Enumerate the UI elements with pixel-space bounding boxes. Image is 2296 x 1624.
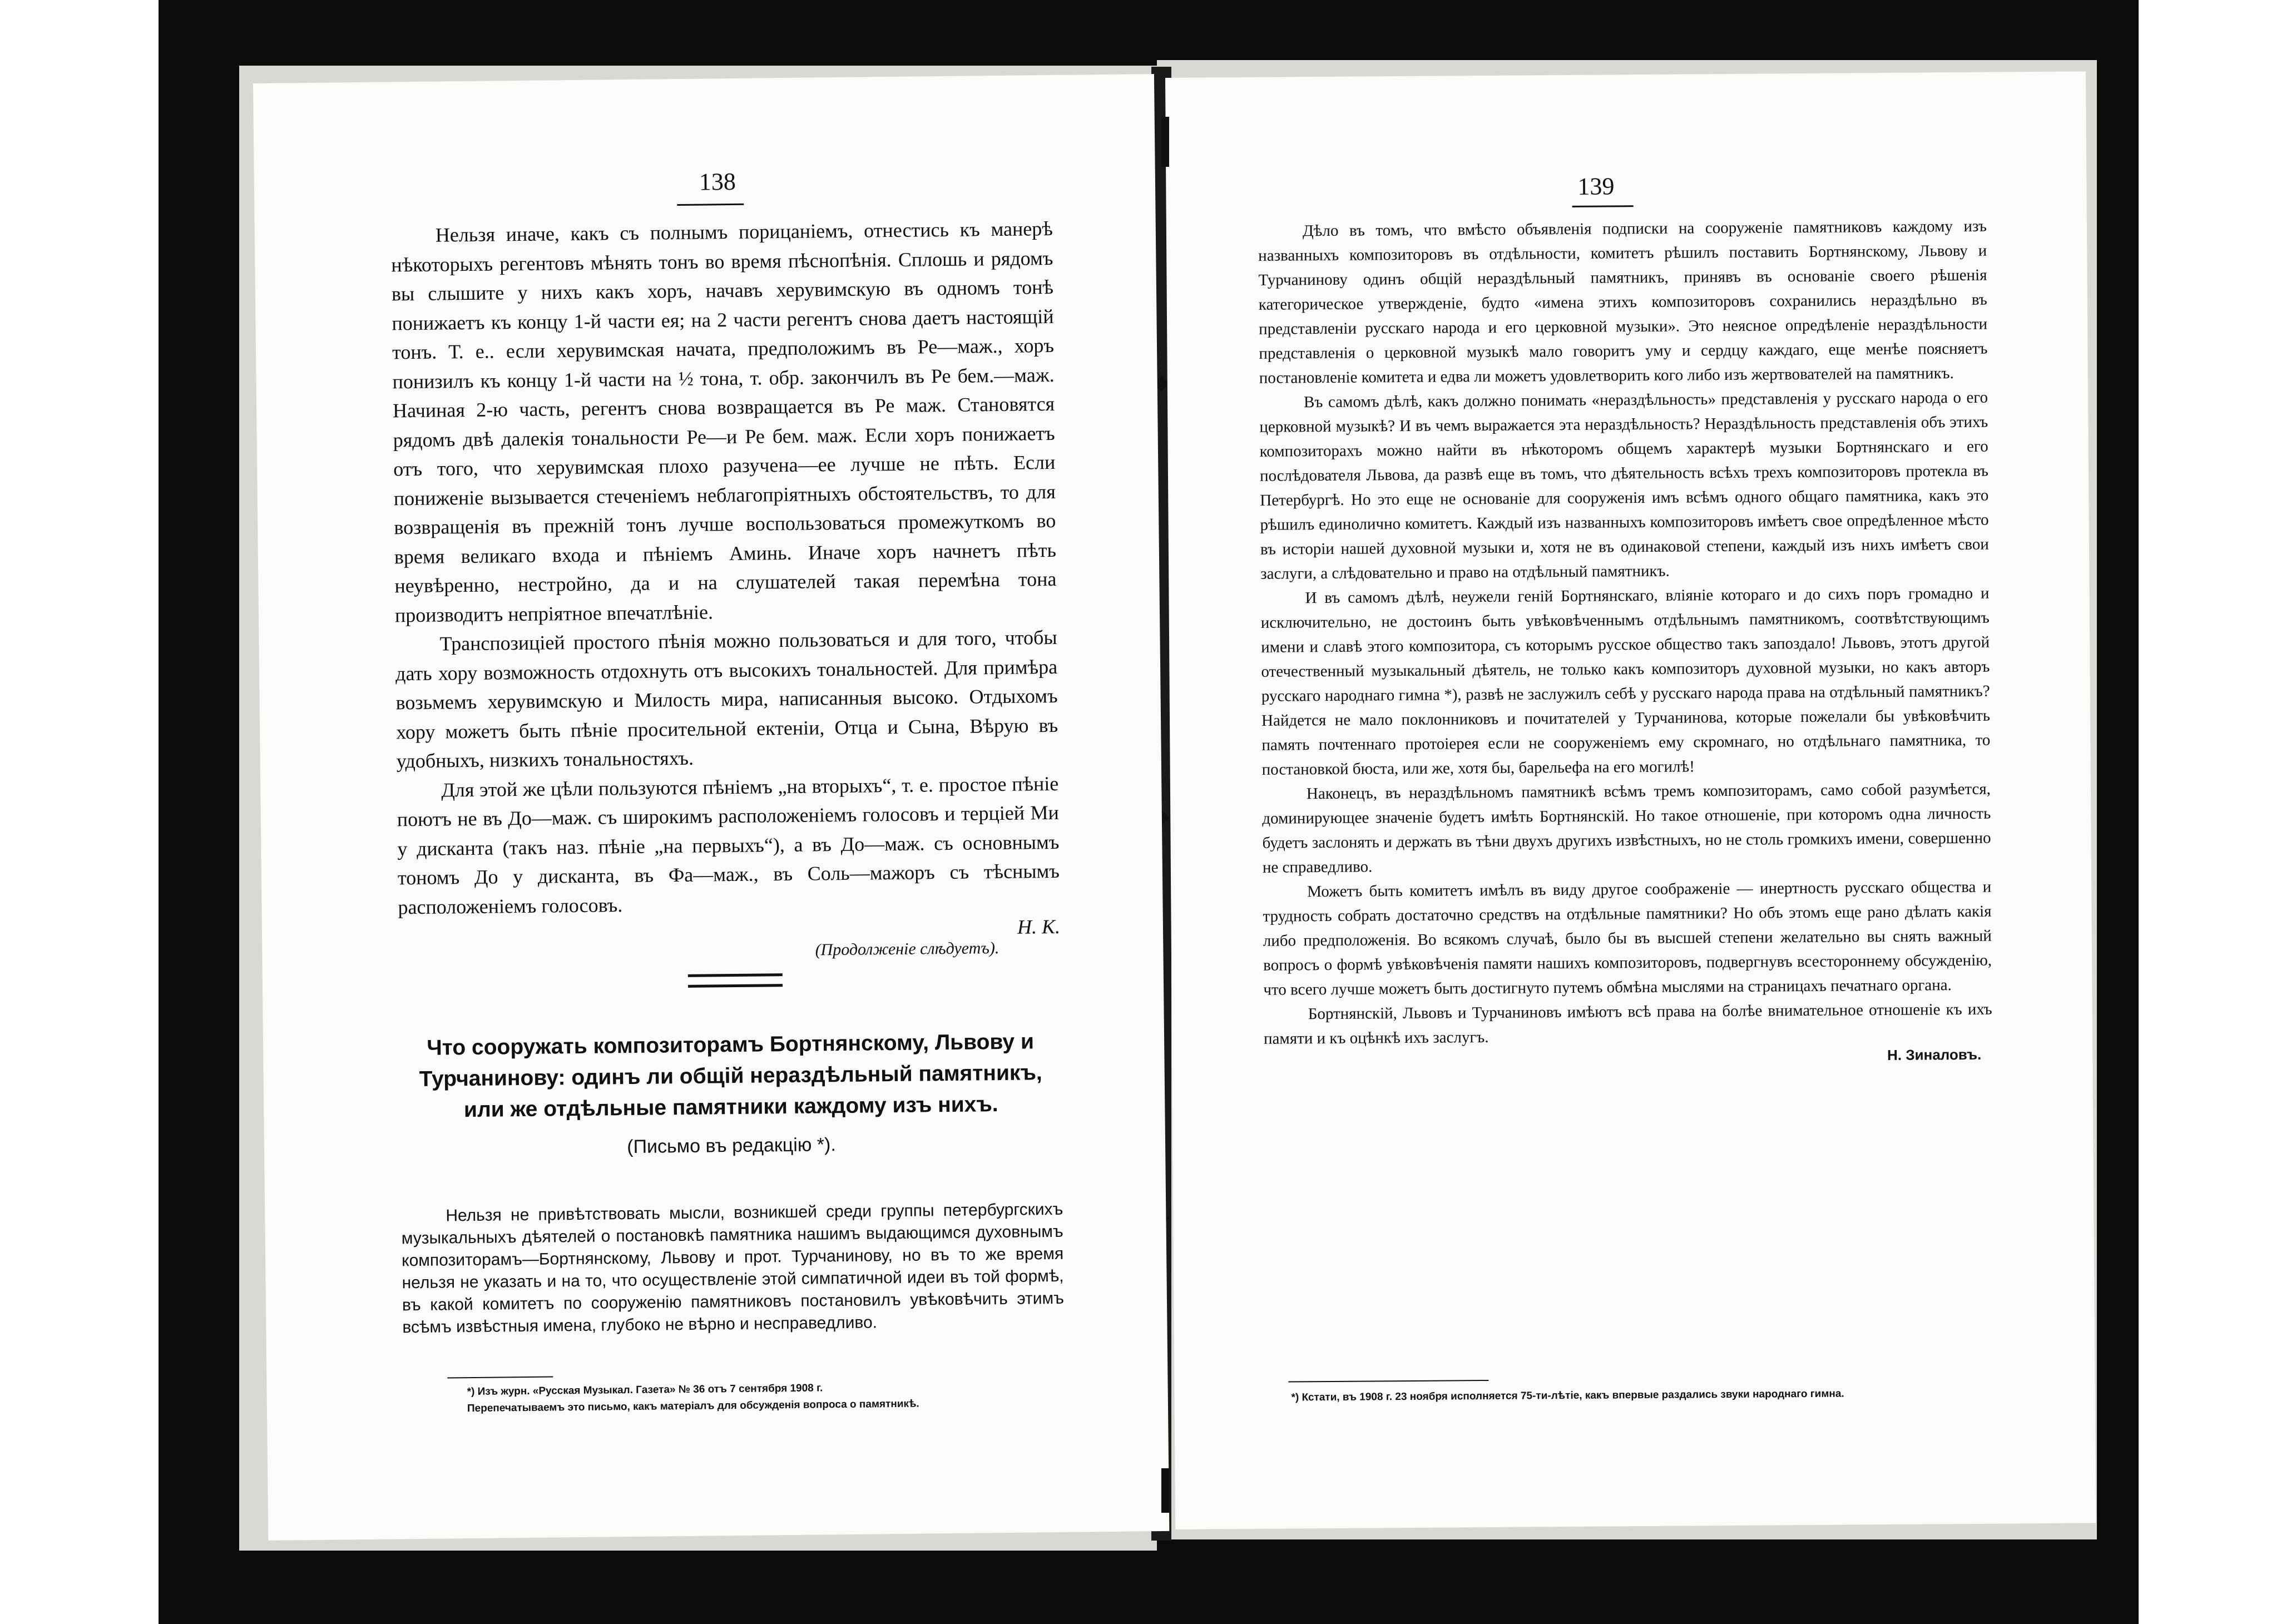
paragraph: Бортнянскій, Львовъ и Турчаниновъ имѣютъ всѣ права на болѣе внимательное отношеніе къ ихъ памяти и къ оцѣнкѣ ихъ заслугъ. xyxy=(1263,1000,1992,1048)
paragraph: Для этой же цѣли пользуются пѣніемъ „на вторыхъ“, т. е. простое пѣніе поютъ не въ До—маж. съ широкимъ расположеніемъ голосовъ и терціей Ми у дисканта (такъ наз. пѣніе „на первыхъ“), а въ До—маж. съ основнымъ тономъ До у дисканта, въ Фа—маж., въ Соль—мажоръ съ тѣснымъ расположеніемъ голосовъ. xyxy=(397,772,1060,918)
section-divider xyxy=(688,973,783,988)
footnote xyxy=(467,1378,1080,1418)
paragraph: Наконецъ, въ нераздѣльномъ памятникѣ всѣмъ тремъ композиторамъ, само собой разумѣется, доминирующее значеніе будетъ имѣть Бортнянскій. Но такое отношеніе, при которомъ одна личность будетъ заслонять и держать въ тѣни двухъ другихъ извѣстныхъ, но не столь громкихъ имени, совершенно не справедливо. xyxy=(1262,780,1991,877)
left-page xyxy=(253,74,1169,1541)
author-signature: Н. Зиналовъ. xyxy=(1887,1046,1982,1063)
paragraph: Нельзя иначе, какъ съ полнымъ порицаніемъ, отнестись къ манерѣ нѣкоторыхъ регентовъ мѣнять тонъ во время пѣснопѣнія. Сплошь и рядомъ вы слышите у нихъ какъ хоръ, начавъ херувимскую въ одномъ тонѣ понижаетъ къ концу 1-й части ея; на 2 части регентъ снова даетъ настоящій тонъ. Т. е.. если херувимская начата, предположимъ въ Ре—маж., хоръ понизилъ къ концу 1-й части на ½ тона, т. обр. закончилъ въ Ре бем.—маж. Начиная 2-ю часть, регентъ снова возвращается въ Ре маж. Становятся рядомъ двѣ далекія тональности Ре—и Ре бем. маж. Если хоръ понижаетъ отъ того, что херувимская плохо разучена—ее лучше не пѣть. Если пониженіе вызывается стеченіемъ неблагопріятныхъ обстоятельствъ, то для возвращенія въ прежній тонъ лучше воспользоваться промежуткомъ во время великаго входа и пѣніемъ Аминь. Иначе хоръ начнетъ пѣть неувѣренно, нестройно, да и на слушателей такая перемѣна тона производитъ непріятное впечатлѣніе. xyxy=(391,217,1057,626)
article-header xyxy=(399,1026,1062,1160)
article-continuation xyxy=(1258,214,1993,1068)
author-initials: Н. К. xyxy=(1017,915,1061,938)
footnote-rule xyxy=(447,1376,553,1378)
article-subtitle: (Письмо въ редакцію *). xyxy=(627,1134,836,1158)
footnote-rule xyxy=(1288,1380,1488,1383)
footnote-note: Перепечатываемъ это письмо, какъ матеріалъ для обсужденія вопроса о памятникѣ. xyxy=(467,1398,919,1415)
paragraph: Транспозиціей простого пѣнія можно пользоваться и для того, чтобы дать хору возможность отдохнуть отъ высокихъ тональностей. Для примѣра возьмемъ херувимскую и Милость мира, написанныя высоко. Отдыхомъ хору можетъ быть пѣніе просительной ектеніи, Отца и Сына, Вѣрую въ удобныхъ, низкихъ тональностяхъ. xyxy=(395,626,1058,773)
article-body xyxy=(401,1199,1064,1339)
footnote-source: *) Изъ журн. «Русская Музыкал. Газета» № 36 отъ 7 сентября 1908 г. xyxy=(467,1382,823,1398)
paragraph: Въ самомъ дѣлѣ, какъ должно понимать «нераздѣльность» представленія у русскаго народа о его церковной музыкѣ? И въ чемъ выражается эта нераздѣльность? Нераздѣльность представленія объ этихъ композиторахъ можно найти въ нѣкоторомъ общемъ характерѣ музыки Бортнянскаго и его послѣдователя Львова, да развѣ еще въ томъ, что дѣятельность всѣхъ трехъ композиторовъ протекла въ Петербургѣ. Но это еще не основаніе для сооруженія имъ всѣмъ одного общаго памятника, какъ это рѣшилъ единолично комитетъ. Каждый изъ названныхъ композиторовъ имѣетъ свое опредѣленное мѣсто въ исторіи нашей духовной музыки и, хотя не въ одинаковой степени, каждый изъ нихъ имѣетъ свои заслуги, а слѣдовательно и право на отдѣльный памятникъ. xyxy=(1259,388,1990,583)
right-page xyxy=(1165,71,2096,1529)
page-number: 139 xyxy=(1577,172,1615,200)
paragraph: Дѣло въ томъ, что вмѣсто объявленія подписки на сооруженіе памятниковъ каждому изъ названныхъ композиторовъ въ отдѣльности, комитетъ рѣшилъ поставить Бортнянскому, Львову и Турчанинову одинъ общій нераздѣльный памятникъ, принявъ въ основаніе своего рѣшенія категорическое утвержденіе, будто «имена этихъ композиторовъ сохранились нераздѣльно въ представленіи русскаго народа и его церковной музыки». Это неясное опредѣленіе нераздѣльности представленія о церковной музыкѣ мало говоритъ уму и сердцу каждаго, еще менѣе поясняетъ постановленіе комитета и едва ли можетъ удовлетворить кого либо изъ жертвователей на памятникъ. xyxy=(1258,217,1988,387)
page-number-rule xyxy=(677,204,744,206)
page-number: 138 xyxy=(699,167,736,196)
paragraph: Можетъ быть комитетъ имѣлъ въ виду другое соображеніе — инертность русскаго общества и трудность собрать достаточно средствъ на отдѣльные памятники? Но объ этомъ еще рано дѣлать какія либо предположенія. Во всякомъ случаѣ, было бы въ высшей степени желательно вы снять важный вопросъ о формѣ увѣковѣченія памяти нашихъ композиторовъ, подвергнувъ всестороннему обсужденію, что всего лучше можетъ быть достигнуто путемъ обмѣна мыслями на страницахъ печатнаго органа. xyxy=(1263,878,1992,999)
paragraph: И въ самомъ дѣлѣ, неужели геній Бортнянскаго, вліяніе котораго и до сихъ поръ громадно и исключительно, не достоинъ быть увѣковѣченнымъ отдѣльнымъ памятникомъ, соотвѣтствующимъ имени и славѣ этого композитора, съ которымъ русское общество такъ запоздало! Львовъ, этотъ другой отечественный музыкальный дѣятель, не только какъ композиторъ духовной музыки, но какъ авторъ русскаго народнаго гимна *), развѣ не заслужилъ себѣ у русскаго народа права на отдѣльный памятникъ? Найдется не мало поклонниковъ и почитателей у Турчанинова, которые пожелали бы увѣковѣчить память почтеннаго протоіерея если не сооруженіемъ ему скромнаго, но отдѣльнаго памятника, то постановкой бюста, или же, хотя бы, барельефа на его могилѣ! xyxy=(1260,584,1991,779)
footnote: *) Кстати, въ 1908 г. 23 ноября исполняется 75-ти-лѣтіе, какъ впервые раздались звуки народнаго гимна. xyxy=(1291,1388,1844,1404)
continued-note: (Продолженіе слѣдуетъ). xyxy=(815,939,999,959)
article-continuation xyxy=(391,214,1061,964)
ribbon-marker xyxy=(1161,117,1169,167)
article-title: Что сооружать композиторамъ Бортнянскому, Львову и Турчанинову: одинъ ли общій нераздѣльный памятникъ, или же отдѣльные памятники каждому изъ нихъ. xyxy=(419,1029,1042,1122)
paragraph: Нельзя не привѣтствовать мысли, возникшей среди группы петербургскихъ музыкальныхъ дѣятелей о постановкѣ памятника нашимъ выдающимся духовнымъ композиторамъ—Бортнянскому, Львову и прот. Турчанинову, но въ то же время нельзя не указать и на то, что осуществленіе этой симпатичной идеи въ той формѣ, въ какой комитетъ по сооруженію памятниковъ постановилъ увѣковѣчить этимъ всѣмъ извѣстныя имена, глубоко не вѣрно и несправедливо. xyxy=(401,1200,1065,1337)
page-number-rule xyxy=(1572,205,1634,207)
ribbon-marker xyxy=(1161,1468,1169,1513)
